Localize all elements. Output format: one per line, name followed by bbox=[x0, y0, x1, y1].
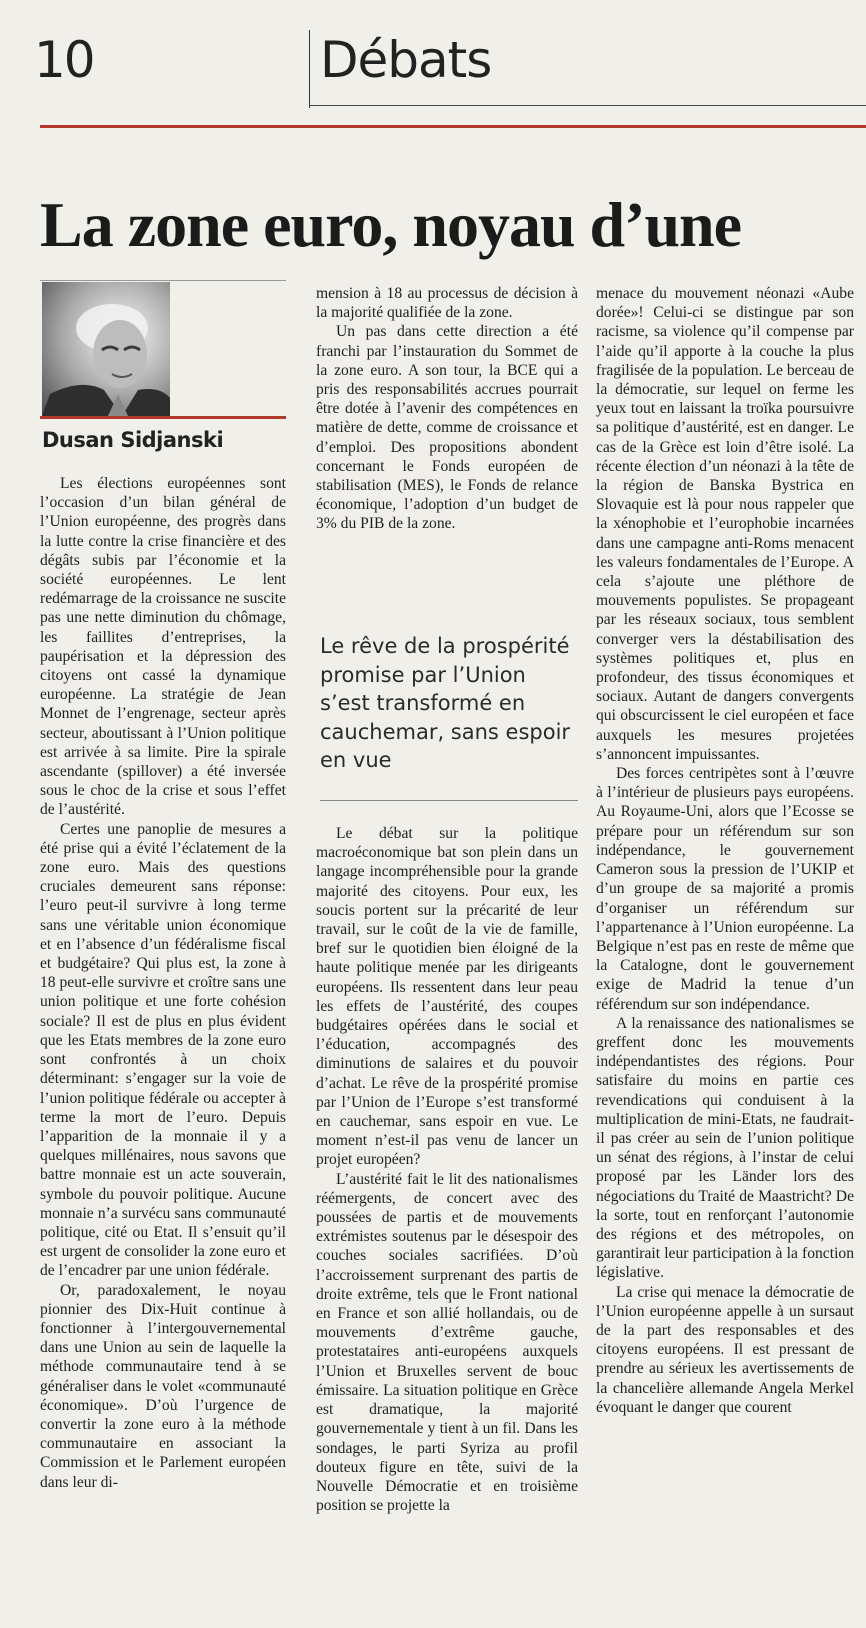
pull-quote-rule bbox=[320, 800, 578, 801]
paragraph: Des forces centripètes sont à l’œuvre à l’intérieur de plusieurs pays européens. Au Royaume-Uni, alors que l’Ecosse se prépare pour un référendum sur son indépendance, le gouvernement Cameron sous la pression de l’UKIP et d’un groupe de sa majorité a promis d’organiser un référendum sur l’appartenance à l’Union européenne. La Belgique n’est pas en reste de même que la Catalogne, dont le gouvernement exige de Madrid la tenue d’un référendum sur son indépendance. bbox=[596, 765, 854, 1013]
headline-red-rule bbox=[40, 125, 866, 128]
section-divider bbox=[309, 30, 310, 108]
paragraph: Certes une panoplie de mesures a été prise qui a évité l’éclatement de la zone euro. Mais des questions cruciales demeurent sans réponse: l’euro peut-il survivre à long terme sans une véritable union économique et en l’absence d’un fédéralisme fiscal et budgétaire? Qui plus est, la zone à 18 peut-elle survivre et croître sans une union politique et une forte cohésion sociale? Il est de plus en plus évident que les Etats membres de la zone euro sont confrontés à un choix déterminant: s’engager sur la voie de l’union politique fédérale ou accepter à terme la mort de l’euro. Depuis l’apparition de la monnaie il y a quelques millénaires, nous savons que battre monnaie est un acte souverain, symbole du pouvoir politique. Aucune monnaie n’a survécu sans communauté politique, cité ou Etat. Il s’ensuit qu’il est urgent de consolider la zone euro et de l’encadrer par une union fédérale. bbox=[40, 820, 286, 1280]
headline: La zone euro, noyau d’une bbox=[40, 188, 742, 260]
paragraph: A la renaissance des nationalismes se greffent donc les mouvements indépendantistes des régions. Pour satisfaire du moins en partie ces revendications qui conduisent à la multiplication de mini-Etats, ne faudrait-il pas créer au sein de l’union politique un sénat des régions, à l’instar de celui proposé par les Länder lors des négociations du Traité de Maastricht? De la sorte, tout en renforçant l’autonomie des régions et des métropoles, on garantirait leur participation à la fonction législative. bbox=[596, 1014, 854, 1282]
article-column-3 bbox=[596, 284, 854, 1417]
article-column-2-bottom bbox=[316, 824, 578, 1515]
author-top-rule bbox=[40, 280, 286, 281]
author-photo bbox=[42, 282, 170, 416]
author-name: Dusan Sidjanski bbox=[42, 428, 224, 452]
article-column-1 bbox=[40, 474, 286, 1492]
paragraph: La crise qui menace la démocratie de l’Union européenne appelle à un sursaut de la part des responsables et des citoyens européens. Il est pressant de prendre au sérieux les avertissements de la chancelière allemande Angela Merkel évoquant le danger que courent bbox=[596, 1283, 854, 1416]
header-rule bbox=[309, 105, 866, 106]
author-red-rule bbox=[40, 416, 286, 419]
pull-quote: Le rêve de la prospérité promise par l’Union s’est transformé en cauchemar, sans espoir en vue bbox=[320, 634, 571, 772]
paragraph: Un pas dans cette direction a été franchi par l’instauration du Sommet de la zone euro. A son tour, la BCE qui a pris des responsabilités accrues pourrait être dotée à l’avenir des compétences en matière de dette, comme de croissance et d’emploi. Des propositions abondent concernant le Fonds européen de stabilisation (MES), le Fonds de relance économique, l’adoption d’un budget de 3% du PIB de la zone. bbox=[316, 323, 578, 533]
paragraph: Or, paradoxalement, le noyau pionnier des Dix-Huit continue à fonctionner à l’intergouvernemental dans une Union au sein de laquelle la méthode communautaire tend à se généraliser dans le volet «communauté économique». D’où l’urgence de convertir la zone euro à la méthode communautaire en associant la Commission et le Parlement européen dans leur di- bbox=[40, 1281, 286, 1491]
article-column-2-top bbox=[316, 284, 578, 534]
paragraph: menace du mouvement néonazi «Aube dorée»! Celui-ci se distingue par son racisme, sa violence qu’il compense par l’aide qu’il apporte à la couche la plus fragilisée de la population. Le berceau de la démocratie, sur lequel on ferme les yeux tout en laissant la troïka poursuivre sa politique d’austérité, est en danger. Le cas de la Grèce est loin d’être isolé. La récente élection d’un néonazi à la tête de la région de Banska Bystrica en Slovaquie est là pour nous rappeler que la xénophobie et l’europhobie incarnées dans une campagne anti-Roms menacent les valeurs fondamentales de l’Europe. A cela s’ajoute une pléthore de mouvements populistes. Se propageant par les réseaux sociaux, tous semblent converger vers la déstabilisation des systèmes politiques et, plus en profondeur, des tissus économiques et sociaux. Autant de dangers convergents qui obscurcissent le ciel européen et face auxquels les mesures projetées s’annoncent impuissantes. bbox=[596, 285, 854, 763]
paragraph: mension à 18 au processus de décision à la majorité qualifiée de la zone. bbox=[316, 285, 578, 322]
paragraph: L’austérité fait le lit des nationalismes réémergents, de concert avec des poussées de partis et de mouvements extrémistes soutenus par le désespoir des couches sociales sacrifiées. D’où l’accroissement surprenant des partis de droite extrême, tels que le Front national en France et son allié hollandais, ou de mouvements d’extrême gauche, protestataires anti-européens auxquels l’Union et Bruxelles servent de bouc émissaire. La situation politique en Grèce est dramatique, la majorité gouvernementale y tient à un fil. Dans les sondages, le parti Syriza au profil douteux figure en tête, suivi de la Nouvelle Démocratie et en troisième position se projette la bbox=[316, 1170, 578, 1515]
paragraph: Le débat sur la politique macroéconomique bat son plein dans un langage incompréhensible pour la grande majorité des citoyens. Pour eux, les soucis portent sur la précarité de leur travail, sur le coût de la vie de famille, bref sur le quotidien bien éloigné de la haute politique menée par les dirigeants européens. Ils ressentent dans leur peau les effets de l’austérité, des coupes budgétaires opérées dans le social et l’éducation, accompagnés des diminutions de salaires et du pouvoir d’achat. Le rêve de la prospérité promise par l’Union de l’Europe s’est transformé en cauchemar, sans espoir en vue. Le moment n’est-il pas venu de lancer un projet européen? bbox=[316, 825, 578, 1169]
paragraph: Les élections européennes sont l’occasion d’un bilan général de l’Union européenne, des progrès dans la lutte contre la crise financière et des dégâts subis par l’économie et la société européennes. Le lent redémarrage de la croissance ne suscite pas une nette diminution du chômage, les faillites d’entreprises, la paupérisation et la dépression des citoyens ont cassé la dynamique européenne. La stratégie de Jean Monnet de l’engrenage, secteur après secteur, aboutissant à l’Union politique est arrivée à sa limite. Pire la spirale ascendante (spillover) a été inversée sous le choc de la crise et sous l’effet de l’austérité. bbox=[40, 475, 286, 819]
author-portrait-icon bbox=[42, 282, 170, 416]
page-number: 10 bbox=[34, 31, 94, 89]
section-title: Débats bbox=[320, 31, 492, 89]
